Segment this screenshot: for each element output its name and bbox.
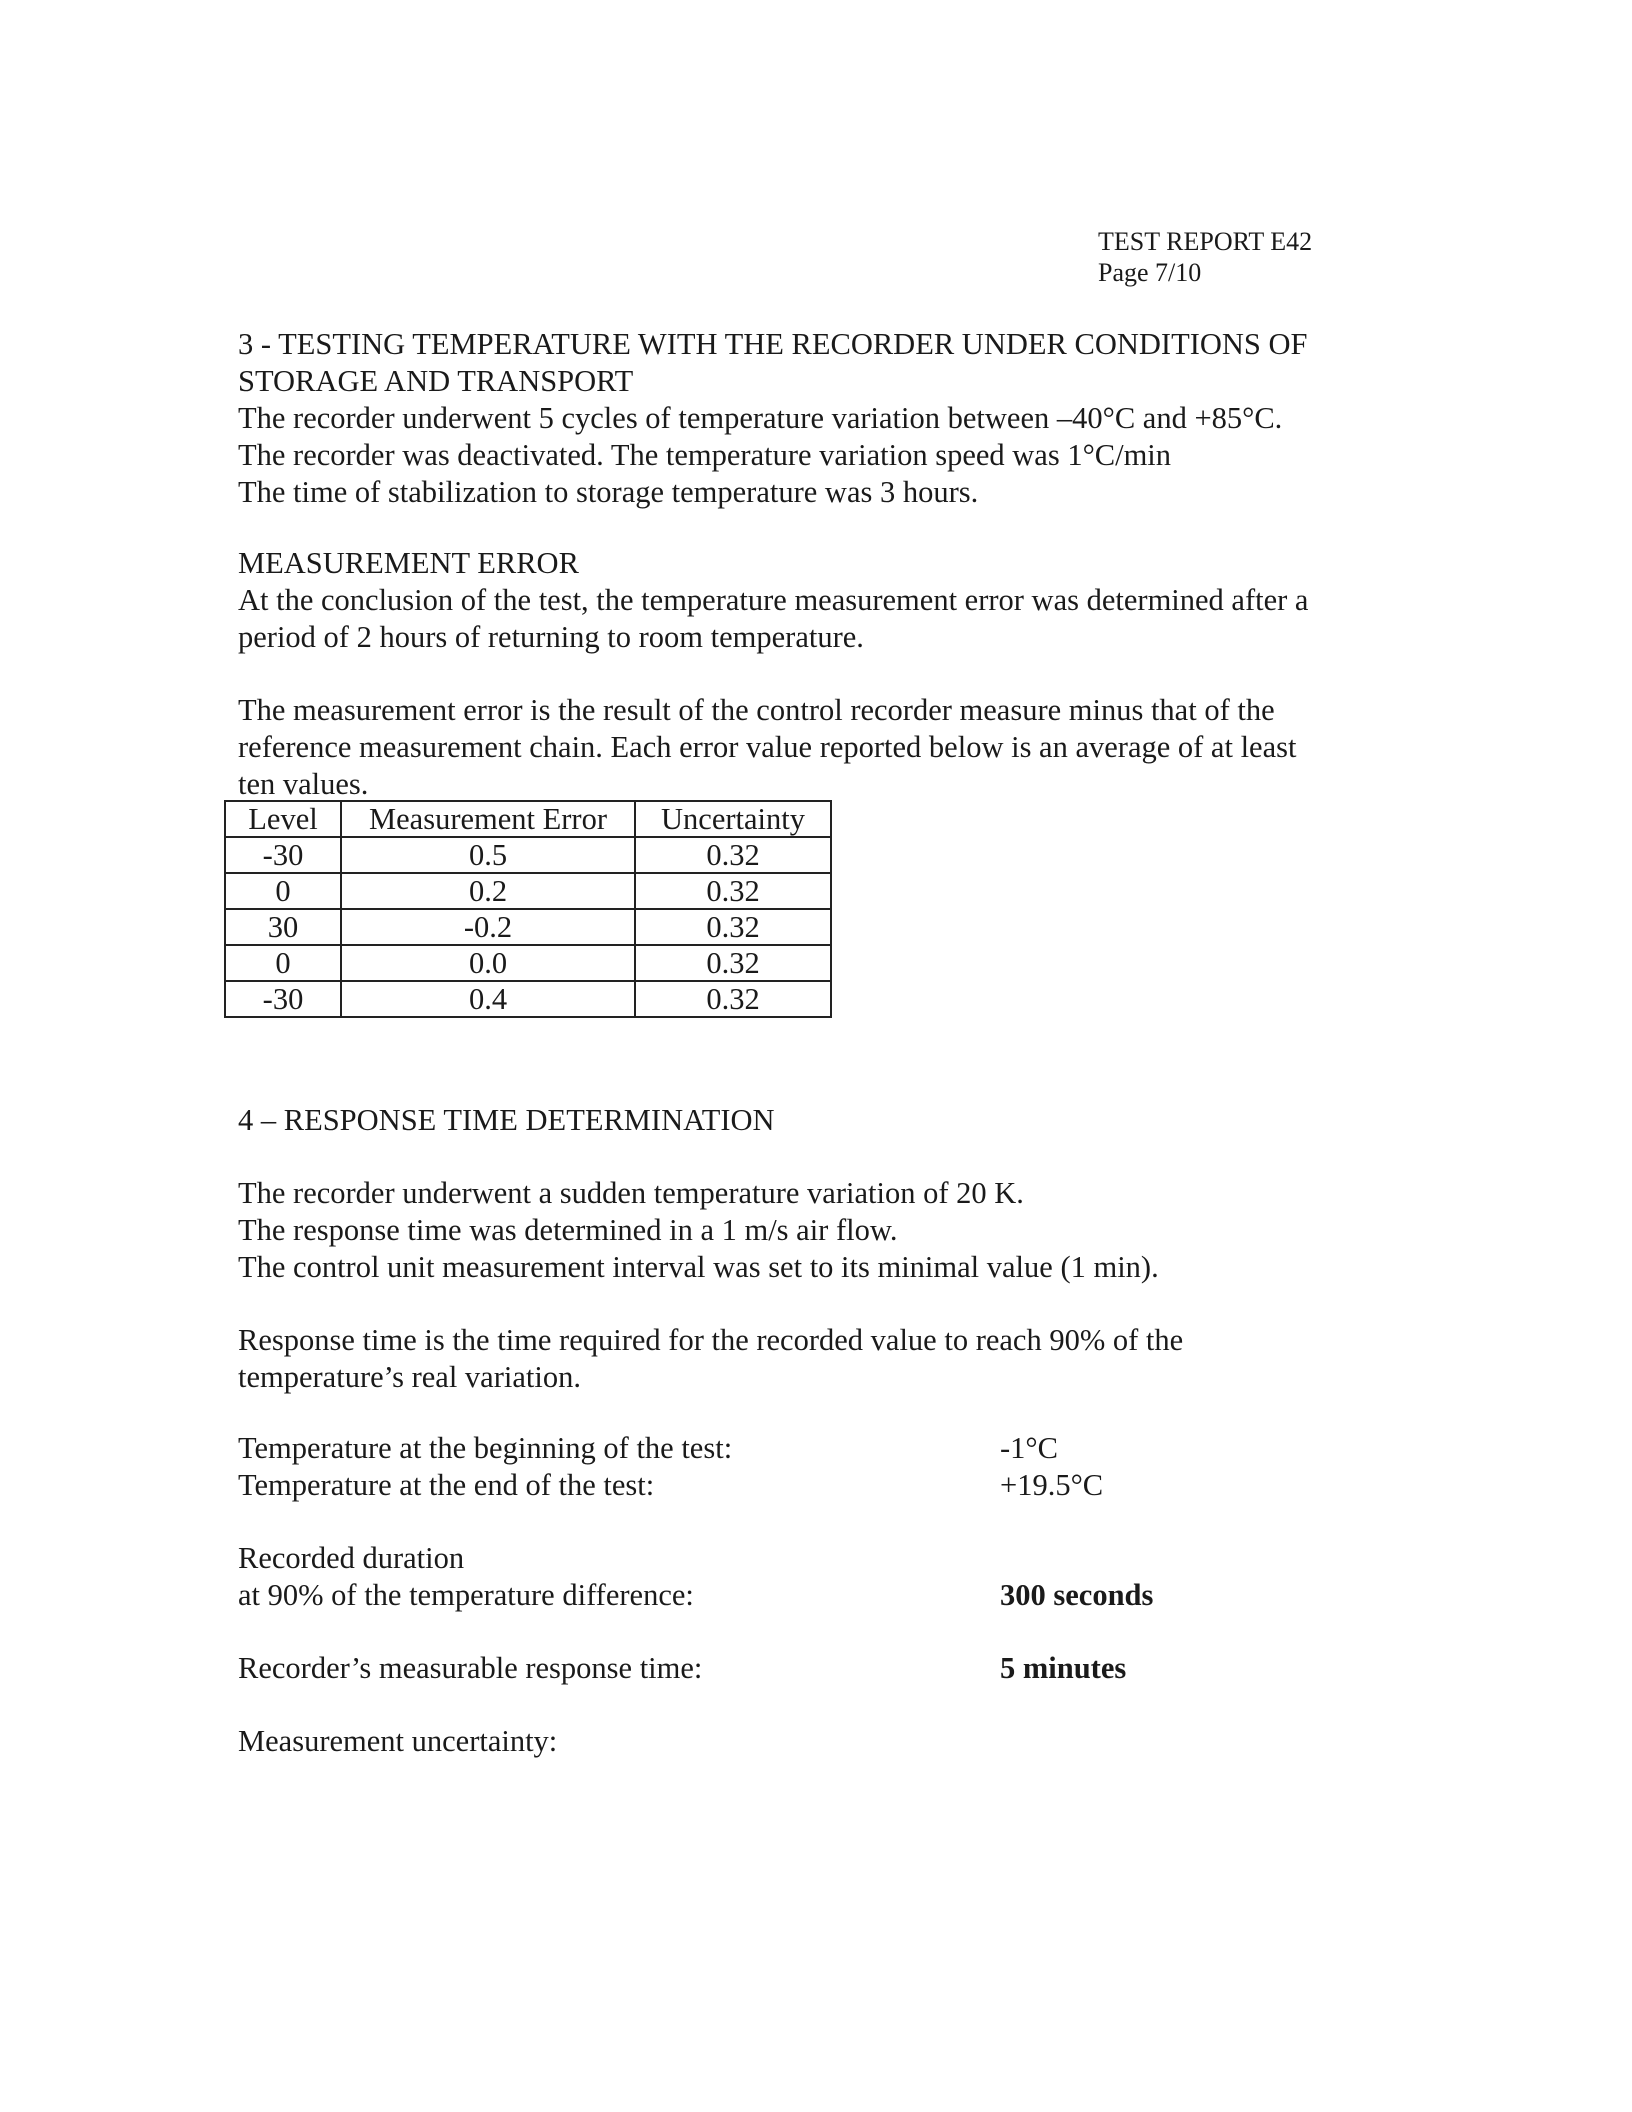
column-header-measurement-error: Measurement Error bbox=[341, 801, 635, 837]
report-header bbox=[1098, 226, 1312, 288]
cell-uncertainty: 0.32 bbox=[635, 873, 831, 909]
page-number: Page 7/10 bbox=[1098, 258, 1202, 287]
column-header-level: Level bbox=[225, 801, 341, 837]
cell-measurement-error: 0.4 bbox=[341, 981, 635, 1017]
temp-end-label: Temperature at the end of the test: bbox=[238, 1468, 655, 1502]
measurement-error-line: period of 2 hours of returning to room temperature. bbox=[238, 620, 864, 654]
table-row bbox=[225, 981, 831, 1017]
section-3-line: The recorder underwent 5 cycles of temperature variation between –40°C and +85°C. bbox=[238, 401, 1283, 435]
cell-level: 0 bbox=[225, 945, 341, 981]
response-time-label: Recorder’s measurable response time: bbox=[238, 1651, 703, 1685]
section-3-line: The recorder was deactivated. The temperature variation speed was 1°C/min bbox=[238, 438, 1172, 472]
explanation-line: ten values. bbox=[238, 767, 369, 801]
table-header-row bbox=[225, 801, 831, 837]
response-time-value: 5 minutes bbox=[1000, 1651, 1127, 1685]
definition-line: temperature’s real variation. bbox=[238, 1360, 581, 1394]
cell-measurement-error: -0.2 bbox=[341, 909, 635, 945]
cell-level: 30 bbox=[225, 909, 341, 945]
temp-begin-label: Temperature at the beginning of the test: bbox=[238, 1431, 733, 1465]
section-4-title-block bbox=[238, 1102, 775, 1139]
section-4-description bbox=[238, 1175, 1159, 1286]
measurement-error-line: At the conclusion of the test, the temperature measurement error was determined after a bbox=[238, 583, 1309, 617]
section-4-title: 4 – RESPONSE TIME DETERMINATION bbox=[238, 1103, 775, 1137]
table-row bbox=[225, 945, 831, 981]
cell-uncertainty: 0.32 bbox=[635, 981, 831, 1017]
recorded-duration-value: 300 seconds bbox=[1000, 1578, 1154, 1612]
measurement-uncertainty-label: Measurement uncertainty: bbox=[238, 1724, 558, 1758]
temp-begin-value: -1°C bbox=[1000, 1431, 1058, 1465]
cell-measurement-error: 0.0 bbox=[341, 945, 635, 981]
explanation-line: reference measurement chain. Each error value reported below is an average of at least bbox=[238, 730, 1297, 764]
table-row bbox=[225, 873, 831, 909]
cell-measurement-error: 0.5 bbox=[341, 837, 635, 873]
cell-uncertainty: 0.32 bbox=[635, 909, 831, 945]
cell-uncertainty: 0.32 bbox=[635, 945, 831, 981]
recorded-duration-label-2: at 90% of the temperature difference: bbox=[238, 1578, 694, 1612]
table-row bbox=[225, 837, 831, 873]
cell-level: 0 bbox=[225, 873, 341, 909]
report-title: TEST REPORT E42 bbox=[1098, 227, 1313, 256]
section-4-line: The recorder underwent a sudden temperature variation of 20 K. bbox=[238, 1176, 1024, 1210]
cell-level: -30 bbox=[225, 981, 341, 1017]
recorded-duration-label-1: Recorded duration bbox=[238, 1541, 465, 1575]
measurement-error-table bbox=[224, 800, 832, 1018]
measurement-error-heading: MEASUREMENT ERROR bbox=[238, 546, 579, 580]
cell-level: -30 bbox=[225, 837, 341, 873]
section-4-line: The response time was determined in a 1 m/s air flow. bbox=[238, 1213, 898, 1247]
definition-line: Response time is the time required for the recorded value to reach 90% of the bbox=[238, 1323, 1184, 1357]
section-3-title-line-1: 3 - TESTING TEMPERATURE WITH THE RECORDER UNDER CONDITIONS OF bbox=[238, 327, 1308, 361]
cell-measurement-error: 0.2 bbox=[341, 873, 635, 909]
temp-end-value: +19.5°C bbox=[1000, 1468, 1104, 1502]
response-time-definition bbox=[238, 1322, 1183, 1396]
measurement-error-explanation bbox=[238, 692, 1296, 803]
table-row bbox=[225, 909, 831, 945]
measurement-error-section bbox=[238, 545, 1308, 656]
section-3-line: The time of stabilization to storage temperature was 3 hours. bbox=[238, 475, 979, 509]
cell-uncertainty: 0.32 bbox=[635, 837, 831, 873]
explanation-line: The measurement error is the result of the control recorder measure minus that of the bbox=[238, 693, 1275, 727]
section-3 bbox=[238, 326, 1307, 511]
section-3-title-line-2: STORAGE AND TRANSPORT bbox=[238, 364, 634, 398]
section-4-line: The control unit measurement interval was set to its minimal value (1 min). bbox=[238, 1250, 1159, 1284]
column-header-uncertainty: Uncertainty bbox=[635, 801, 831, 837]
